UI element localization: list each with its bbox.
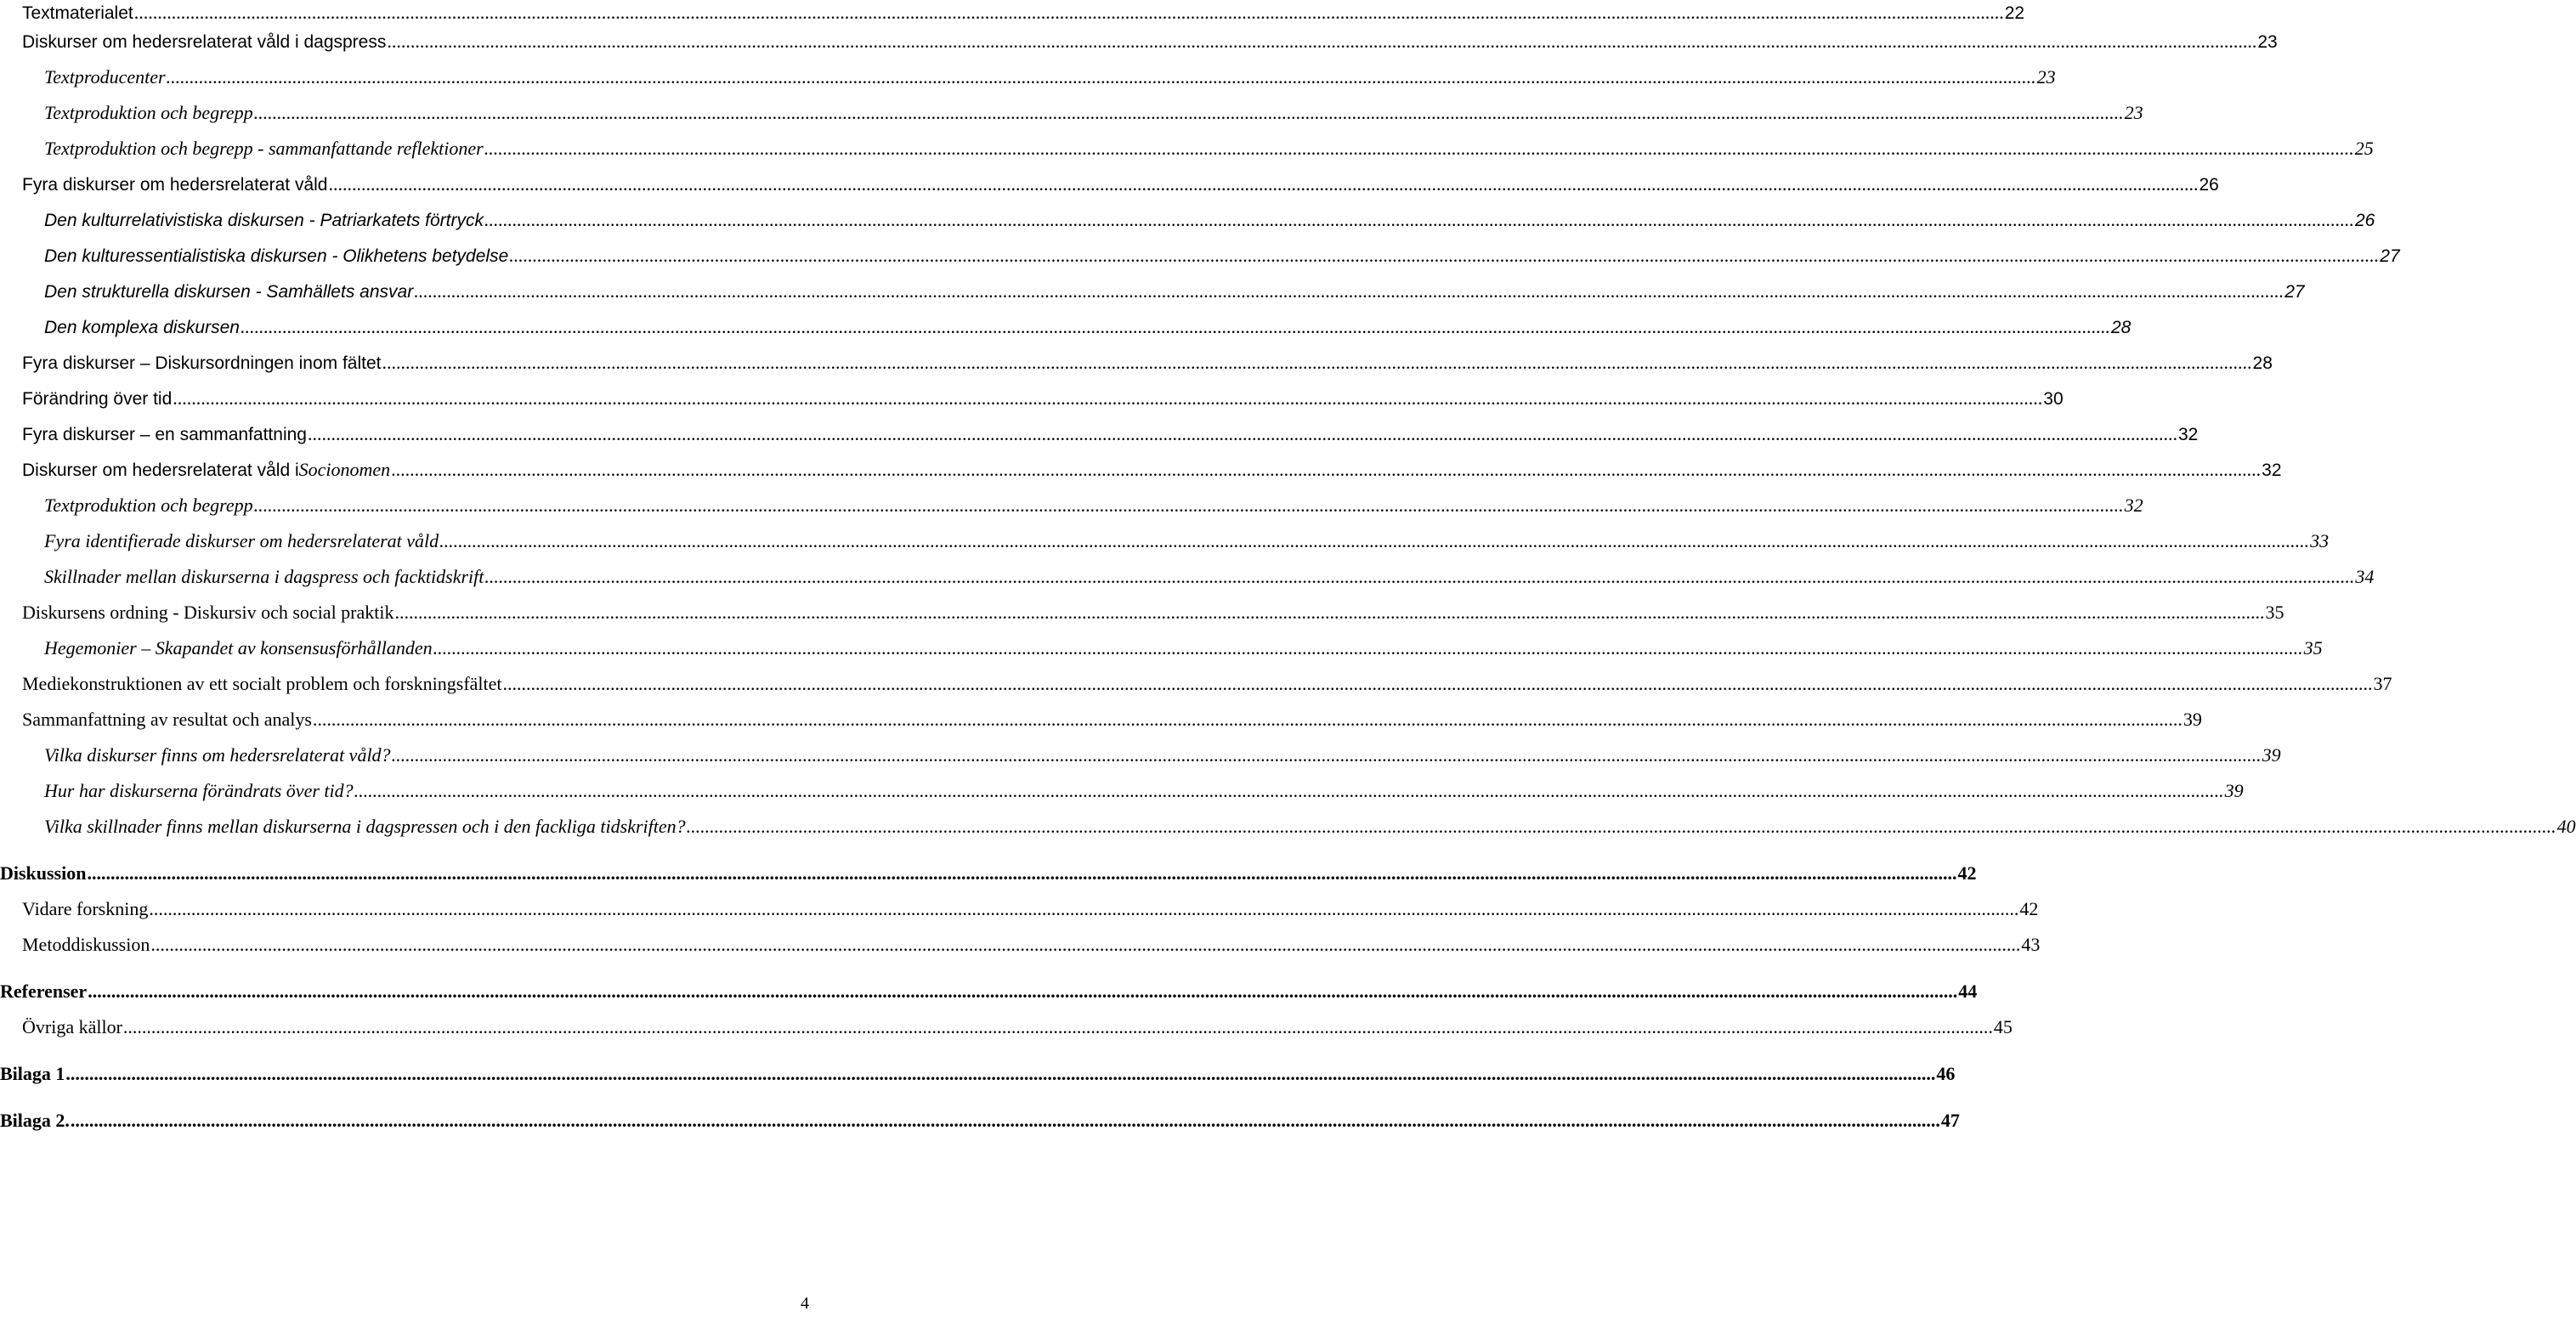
dot-leader: ................................................................................................................................................................................................................................................................................................................................................................................................................ [484, 138, 2354, 159]
toc-entry-title: Sammanfattning av resultat och analys [22, 709, 312, 730]
toc-entry-title: Referenser [0, 981, 88, 1002]
toc-entry-page: 27 [2380, 246, 2400, 266]
toc-entry-title: Fyra diskurser om hedersrelaterat våld [22, 175, 328, 195]
toc-entry[interactable] [44, 100, 2143, 126]
toc-entry-title: Vilka skillnader finns mellan diskurserna i dagspressen och i den fackliga tidskriften? [44, 816, 686, 837]
toc-entry[interactable] [22, 350, 2273, 376]
toc-entry-title: Metoddiskussion [22, 934, 150, 955]
toc-entry-page: 46 [1936, 1063, 1956, 1084]
toc-entry-page: 25 [2354, 138, 2374, 159]
toc-entry-page: 32 [2124, 495, 2143, 516]
dot-leader: ................................................................................................................................................................................................................................................................................................................................................................................................................ [502, 673, 2373, 694]
toc-entry-title: Den komplexa diskursen [44, 318, 240, 337]
dot-leader: ................................................................................................................................................................................................................................................................................................................................................................................................................ [149, 898, 2019, 919]
dot-leader: ................................................................................................................................................................................................................................................................................................................................................................................................................ [439, 530, 2310, 551]
toc-entry-title: Bilaga 2. [0, 1110, 70, 1131]
toc-entry-title: Hegemonier – Skapandet av konsensusförhållanden [44, 637, 433, 658]
toc-entry[interactable] [44, 528, 2330, 554]
dot-leader: ................................................................................................................................................................................................................................................................................................................................................................................................................ [87, 862, 1957, 884]
dot-leader: ................................................................................................................................................................................................................................................................................................................................................................................................................ [150, 934, 2021, 955]
dot-leader: ................................................................................................................................................................................................................................................................................................................................................................................................................ [122, 1016, 1993, 1037]
toc-entry-title: Diskursens ordning - Diskursiv och social praktik [22, 602, 394, 623]
toc-entry-page: 28 [2110, 318, 2132, 337]
toc-entry-title: Den kulturessentialistiska diskursen - Olikhetens betydelse [44, 246, 509, 266]
toc-entry-title: Textproducenter [44, 66, 166, 88]
toc-entry-page: 26 [2355, 211, 2375, 230]
toc-entry-title: Förändring över tid [22, 389, 173, 409]
toc-entry[interactable] [0, 1108, 1960, 1133]
toc-entry-page: 23 [2257, 32, 2278, 52]
toc-entry-title: Den strukturella diskursen - Samhällets ansvar [44, 282, 414, 302]
toc-entry-page: 42 [1957, 862, 1977, 884]
toc-entry[interactable] [44, 243, 2400, 269]
dot-leader: ................................................................................................................................................................................................................................................................................................................................................................................................................ [382, 352, 2252, 373]
toc-entry-page: 33 [2310, 530, 2330, 551]
toc-entry-title: Textproduktion och begrepp [44, 495, 253, 516]
dot-leader: ................................................................................................................................................................................................................................................................................................................................................................................................................ [166, 66, 2036, 88]
toc-entry-page: 30 [2043, 389, 2064, 409]
dot-leader: ................................................................................................................................................................................................................................................................................................................................................................................................................ [354, 780, 2224, 801]
toc-entry-title: Mediekonstruktionen av ett socialt problem och forskningsfältet [22, 673, 502, 694]
toc-entry-title: Fyra identifierade diskurser om hedersrelaterat våld [44, 530, 439, 551]
dot-leader: ................................................................................................................................................................................................................................................................................................................................................................................................................ [307, 423, 2177, 444]
toc-entry-title-italic: Socionomen [298, 459, 391, 480]
toc-entry[interactable] [44, 493, 2143, 518]
toc-entry-page: 32 [2177, 425, 2199, 444]
toc-entry[interactable] [22, 671, 2392, 697]
toc-entry-page: 28 [2252, 353, 2273, 373]
toc-entry-title: Diskurser om hedersrelaterat våld i [22, 461, 299, 480]
toc-entry-page: 23 [2124, 102, 2143, 123]
toc-entry-page: 44 [1958, 981, 1978, 1002]
toc-entry[interactable] [22, 421, 2199, 448]
toc-entry-page: 27 [2284, 282, 2305, 302]
toc-entry-page: 39 [2262, 744, 2281, 766]
toc-entry[interactable] [44, 136, 2374, 161]
toc-entry-page: 45 [1993, 1016, 2013, 1037]
toc-entry-page: 35 [2265, 602, 2284, 623]
dot-leader: ................................................................................................................................................................................................................................................................................................................................................................................................................ [173, 387, 2043, 409]
dot-leader: ................................................................................................................................................................................................................................................................................................................................................................................................................ [391, 744, 2262, 766]
dot-leader: ................................................................................................................................................................................................................................................................................................................................................................................................................ [70, 1110, 1940, 1131]
toc-entry-title: Skillnader mellan diskurserna i dagspress och facktidskrift [44, 566, 484, 587]
toc-entry-page: 34 [2355, 566, 2375, 587]
dot-leader: ................................................................................................................................................................................................................................................................................................................................................................................................................ [312, 709, 2183, 730]
toc-entry[interactable] [44, 814, 2576, 839]
toc-entry[interactable] [0, 861, 1977, 886]
toc-entry[interactable] [22, 0, 2025, 26]
dot-leader: ................................................................................................................................................................................................................................................................................................................................................................................................................ [433, 637, 2303, 658]
dot-leader: ................................................................................................................................................................................................................................................................................................................................................................................................................ [65, 1063, 1936, 1084]
toc-entry[interactable] [22, 457, 2282, 483]
toc-entry[interactable] [44, 564, 2375, 590]
toc-entry-page: 43 [2021, 934, 2041, 955]
dot-leader: ................................................................................................................................................................................................................................................................................................................................................................................................................ [387, 31, 2257, 52]
toc-entry[interactable] [22, 386, 2064, 412]
dot-leader: ................................................................................................................................................................................................................................................................................................................................................................................................................ [414, 280, 2284, 302]
toc-entry[interactable] [0, 979, 1978, 1004]
toc-entry[interactable] [44, 65, 2056, 90]
toc-entry-title: Textproduktion och begrepp [44, 102, 253, 123]
toc-entry[interactable] [22, 932, 2041, 958]
toc-entry-page: 40 [2556, 816, 2576, 837]
toc-entry-title: Bilaga 1 [0, 1063, 65, 1084]
dot-leader: ................................................................................................................................................................................................................................................................................................................................................................................................................ [484, 209, 2354, 230]
toc-entry-title: Vidare forskning [22, 898, 149, 919]
toc-entry[interactable] [44, 279, 2305, 305]
toc-entry[interactable] [22, 172, 2219, 198]
toc-entry-title: Diskussion [0, 862, 87, 884]
toc-entry[interactable] [0, 1061, 1956, 1087]
dot-leader: ................................................................................................................................................................................................................................................................................................................................................................................................................ [253, 495, 2124, 516]
toc-entry[interactable] [22, 600, 2284, 625]
toc-entry[interactable] [44, 743, 2281, 768]
toc-entry-page: 26 [2199, 175, 2219, 195]
toc-entry-page: 32 [2262, 461, 2282, 480]
dot-leader: ................................................................................................................................................................................................................................................................................................................................................................................................................ [509, 245, 2380, 266]
toc-entry-title: Fyra diskurser – en sammanfattning [22, 425, 307, 444]
toc-entry-title: Övriga källor [22, 1016, 122, 1037]
dot-leader: ................................................................................................................................................................................................................................................................................................................................................................................................................ [484, 566, 2355, 587]
toc-entry[interactable] [44, 778, 2244, 804]
toc-entry-title: Den kulturrelativistiska diskursen - Patriarkatets förtryck [44, 211, 484, 230]
toc-entry-title: Hur har diskurserna förändrats över tid? [44, 780, 354, 801]
dot-leader: ................................................................................................................................................................................................................................................................................................................................................................................................................ [253, 102, 2124, 123]
toc-entry-title: Diskurser om hedersrelaterat våld i dagspress [22, 32, 387, 52]
dot-leader: ................................................................................................................................................................................................................................................................................................................................................................................................................ [133, 2, 2004, 23]
toc-entry-page: 23 [2036, 66, 2056, 88]
toc-entry[interactable] [22, 707, 2202, 732]
dot-leader: ................................................................................................................................................................................................................................................................................................................................................................................................................ [394, 602, 2265, 623]
dot-leader: ................................................................................................................................................................................................................................................................................................................................................................................................................ [240, 316, 2110, 337]
toc-entry-page: 37 [2373, 673, 2392, 694]
page-number: 4 [801, 1294, 809, 1313]
toc-entry-page: 39 [2183, 709, 2202, 730]
toc-entry-page: 42 [2019, 898, 2039, 919]
dot-leader: ................................................................................................................................................................................................................................................................................................................................................................................................................ [328, 173, 2199, 195]
toc-entry-title: Vilka diskurser finns om hedersrelaterat våld? [44, 744, 391, 766]
toc-entry-page: 35 [2303, 637, 2323, 658]
toc-entry-page: 47 [1940, 1110, 1960, 1131]
dot-leader: ................................................................................................................................................................................................................................................................................................................................................................................................................ [88, 981, 1958, 1002]
toc-entry-title: Fyra diskurser – Diskursordningen inom fältet [22, 353, 382, 373]
dot-leader: ................................................................................................................................................................................................................................................................................................................................................................................................................ [686, 816, 2556, 837]
toc-entry-page: 39 [2224, 780, 2244, 801]
dot-leader: ................................................................................................................................................................................................................................................................................................................................................................................................................ [391, 459, 2262, 480]
toc-entry-title: Textmaterialet [22, 3, 133, 23]
toc-entry-title: Textproduktion och begrepp - sammanfattande reflektioner [44, 138, 484, 159]
toc-entry[interactable] [44, 314, 2132, 341]
toc-entry[interactable] [44, 207, 2375, 234]
toc-entry[interactable] [22, 29, 2278, 55]
toc-entry[interactable] [22, 1015, 2013, 1040]
toc-entry[interactable] [22, 896, 2039, 922]
toc-entry-page: 22 [2004, 3, 2025, 23]
toc-entry[interactable] [44, 636, 2323, 661]
